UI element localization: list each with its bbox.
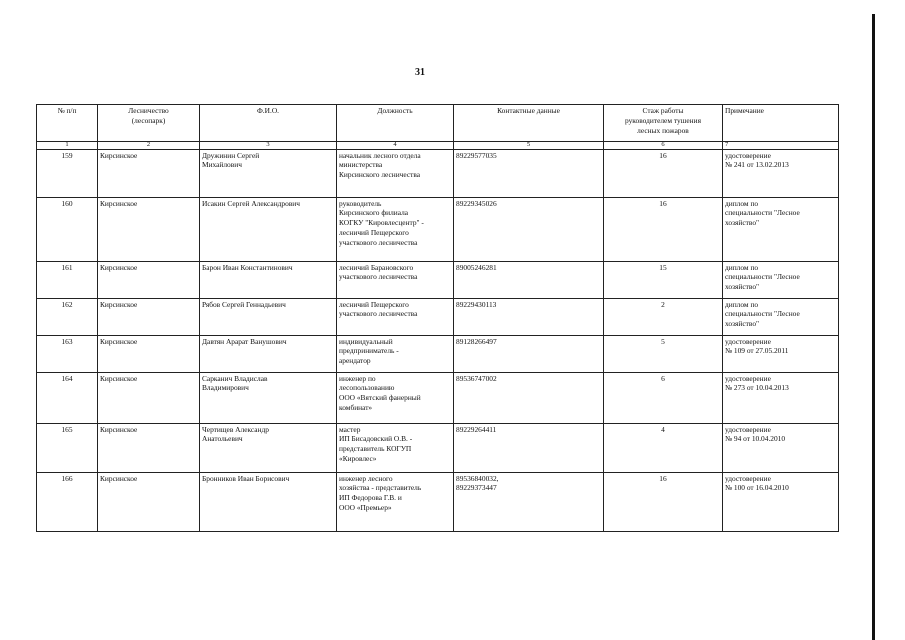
- position-cell: лесничий Пещерского участкового лесничества: [337, 298, 454, 335]
- row-number: 162: [37, 298, 98, 335]
- experience-cell: 5: [604, 335, 723, 372]
- experience-cell: 16: [604, 197, 723, 261]
- column-number: 3: [200, 142, 337, 150]
- header-cell: Примечание: [723, 105, 839, 142]
- row-number: 163: [37, 335, 98, 372]
- note-cell: диплом по специальности "Лесное хозяйство": [723, 298, 839, 335]
- row-number: 164: [37, 372, 98, 423]
- row-number: 165: [37, 423, 98, 472]
- page-number: 31: [415, 67, 425, 78]
- contacts-cell: 89005246281: [454, 261, 604, 298]
- header-cell: Стаж работы руководителем тушения лесных пожаров: [604, 105, 723, 142]
- forestry-cell: Кирсинское: [98, 298, 200, 335]
- table-row: [37, 149, 839, 197]
- table-header-row: [37, 105, 839, 142]
- contacts-cell: 89536840032, 89229373447: [454, 472, 604, 531]
- contacts-cell: 89229264411: [454, 423, 604, 472]
- right-margin-rule: [872, 14, 875, 640]
- table-row: [37, 298, 839, 335]
- table-row: [37, 423, 839, 472]
- header-cell: Лесничество (лесопарк): [98, 105, 200, 142]
- experience-cell: 15: [604, 261, 723, 298]
- header-cell: Контактные данные: [454, 105, 604, 142]
- fire-managers-table: [36, 104, 839, 532]
- position-cell: индивидуальный предприниматель - арендатор: [337, 335, 454, 372]
- position-cell: инженер по лесопользованию ООО «Вятский фанерный комбинат»: [337, 372, 454, 423]
- forestry-cell: Кирсинское: [98, 423, 200, 472]
- note-cell: удостоверение № 241 от 13.02.2013: [723, 149, 839, 197]
- column-number: 1: [37, 142, 98, 150]
- name-cell: Исакин Сергей Александрович: [200, 197, 337, 261]
- name-cell: Бронников Иван Борисович: [200, 472, 337, 531]
- row-number: 160: [37, 197, 98, 261]
- contacts-cell: 89229345026: [454, 197, 604, 261]
- contacts-cell: 89128266497: [454, 335, 604, 372]
- table-row: [37, 197, 839, 261]
- row-number: 159: [37, 149, 98, 197]
- note-cell: удостоверение № 109 от 27.05.2011: [723, 335, 839, 372]
- position-cell: инженер лесного хозяйства - представитель ИП Федорова Г.В. и ООО «Премьер»: [337, 472, 454, 531]
- forestry-cell: Кирсинское: [98, 149, 200, 197]
- experience-cell: 4: [604, 423, 723, 472]
- experience-cell: 6: [604, 372, 723, 423]
- note-cell: диплом по специальности "Лесное хозяйство": [723, 197, 839, 261]
- table-row: [37, 335, 839, 372]
- header-cell: Должность: [337, 105, 454, 142]
- note-cell: удостоверение № 273 от 10.04.2013: [723, 372, 839, 423]
- contacts-cell: 89229430113: [454, 298, 604, 335]
- contacts-cell: 89536747002: [454, 372, 604, 423]
- table-row: [37, 261, 839, 298]
- column-number: 5: [454, 142, 604, 150]
- row-number: 166: [37, 472, 98, 531]
- column-number: 7: [723, 142, 839, 150]
- forestry-cell: Кирсинское: [98, 197, 200, 261]
- forestry-cell: Кирсинское: [98, 335, 200, 372]
- experience-cell: 16: [604, 149, 723, 197]
- forestry-cell: Кирсинское: [98, 472, 200, 531]
- row-number: 161: [37, 261, 98, 298]
- name-cell: Сарканич Владислав Владимирович: [200, 372, 337, 423]
- experience-cell: 16: [604, 472, 723, 531]
- header-cell: № п/п: [37, 105, 98, 142]
- note-cell: удостоверение № 94 от 10.04.2010: [723, 423, 839, 472]
- name-cell: Дружинин Сергей Михайлович: [200, 149, 337, 197]
- contacts-cell: 89229577035: [454, 149, 604, 197]
- forestry-cell: Кирсинское: [98, 372, 200, 423]
- position-cell: мастер ИП Бисадовский О.В. - представитель КОГУП «Кировлес»: [337, 423, 454, 472]
- position-cell: начальник лесного отдела министерства Кирсинского лесничества: [337, 149, 454, 197]
- name-cell: Давтян Арарат Ванушович: [200, 335, 337, 372]
- position-cell: лесничий Барановского участкового лесничества: [337, 261, 454, 298]
- note-cell: удостоверение № 100 от 16.04.2010: [723, 472, 839, 531]
- name-cell: Рябов Сергей Геннадьевич: [200, 298, 337, 335]
- note-cell: диплом по специальности "Лесное хозяйство": [723, 261, 839, 298]
- position-cell: руководитель Кирсинского филиала КОГКУ "Кировлесцентр" - лесничий Пещерского участкового лесничества: [337, 197, 454, 261]
- forestry-cell: Кирсинское: [98, 261, 200, 298]
- name-cell: Чертищев Александр Анатольевич: [200, 423, 337, 472]
- column-number: 4: [337, 142, 454, 150]
- header-cell: Ф.И.О.: [200, 105, 337, 142]
- column-number: 6: [604, 142, 723, 150]
- table-row: [37, 472, 839, 531]
- name-cell: Барон Иван Константинович: [200, 261, 337, 298]
- column-number: 2: [98, 142, 200, 150]
- table-row: [37, 372, 839, 423]
- experience-cell: 2: [604, 298, 723, 335]
- column-number-row: [37, 142, 839, 150]
